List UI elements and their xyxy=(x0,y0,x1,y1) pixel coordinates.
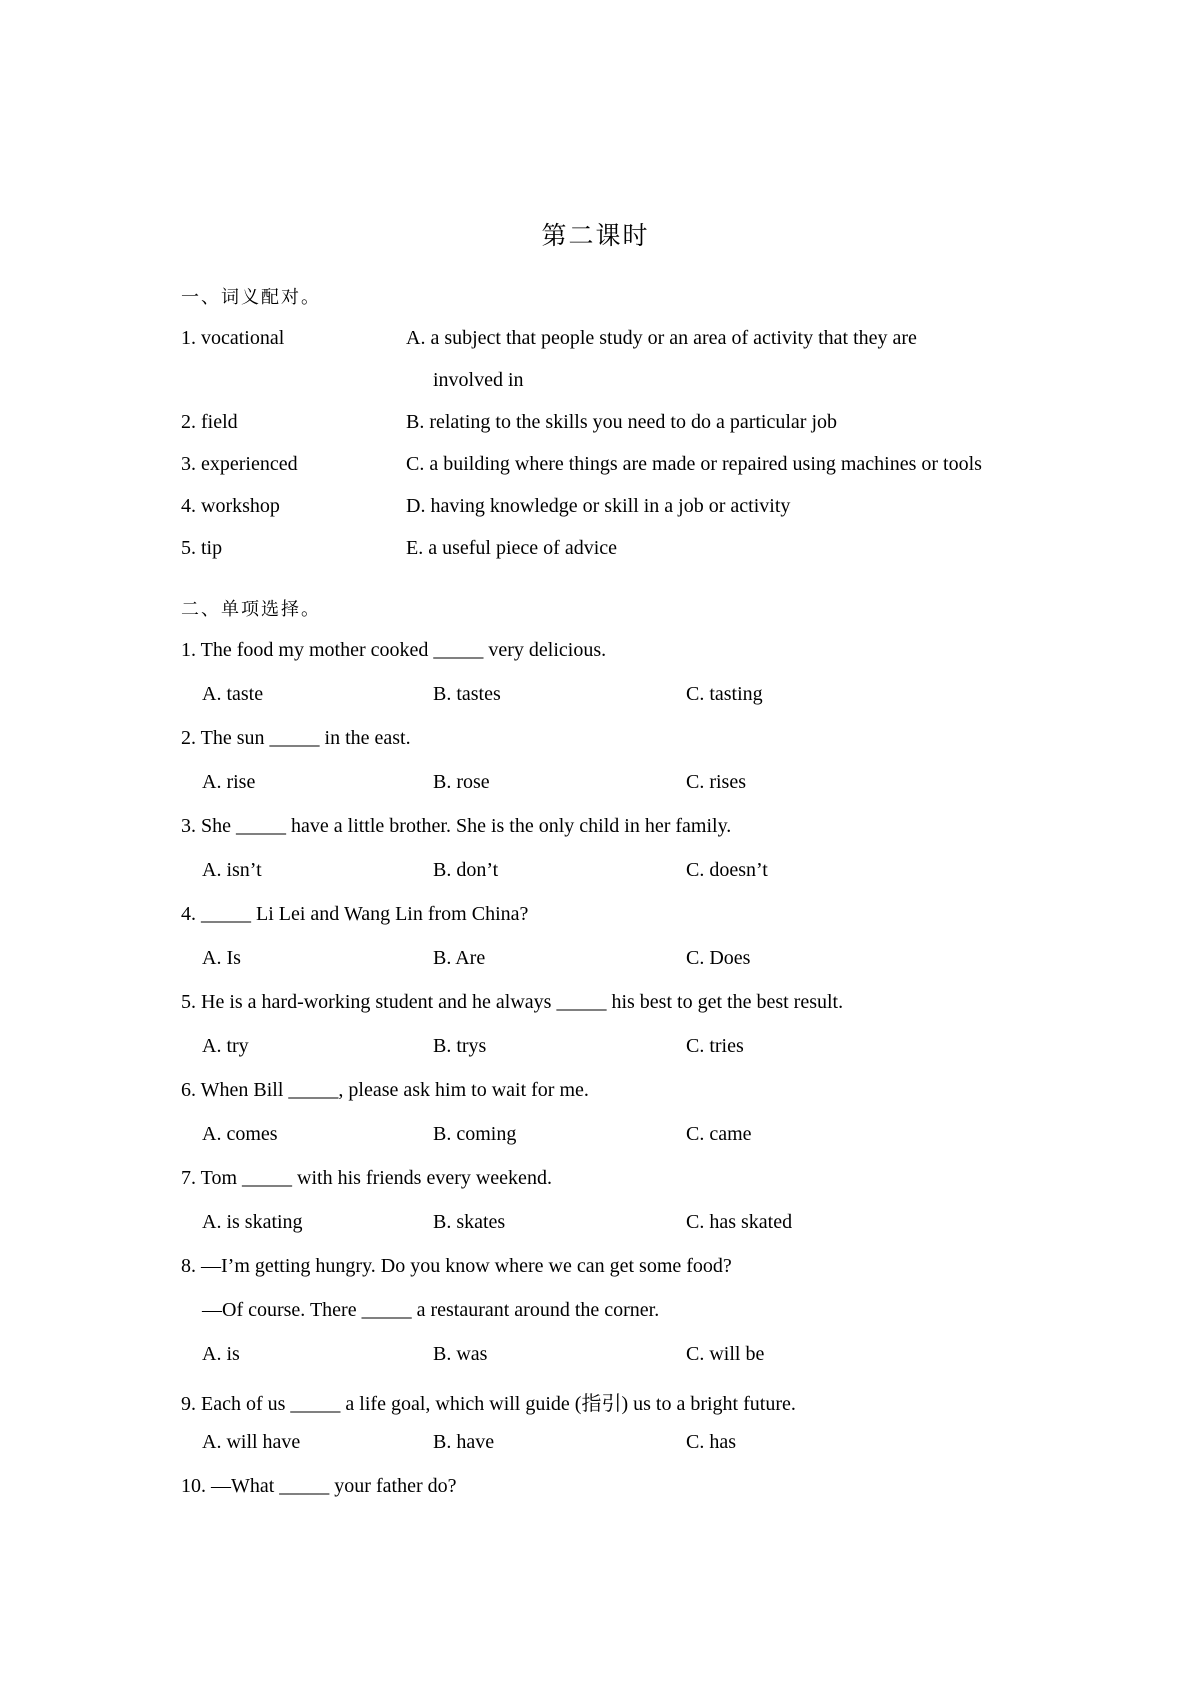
option-c: C. Does xyxy=(686,947,751,969)
option-b: B. coming xyxy=(433,1123,517,1145)
question-stem: 1. The food my mother cooked _____ very delicious. xyxy=(181,639,607,661)
option-a: A. rise xyxy=(202,771,256,793)
question-stem-reply: —Of course. There _____ a restaurant around the corner. xyxy=(202,1299,660,1321)
option-a: A. isn’t xyxy=(202,859,262,881)
option-a: A. comes xyxy=(202,1123,278,1145)
matching-definition: A. a subject that people study or an area of activity that they are xyxy=(406,327,917,349)
option-b: B. Are xyxy=(433,947,486,969)
option-c: C. tasting xyxy=(686,683,763,705)
question-stem: 5. He is a hard-working student and he always _____ his best to get the best result. xyxy=(181,991,844,1013)
option-c: C. came xyxy=(686,1123,752,1145)
matching-definition-continued: involved in xyxy=(433,369,524,391)
matching-definition: D. having knowledge or skill in a job or activity xyxy=(406,495,791,517)
option-a: A. is skating xyxy=(202,1211,303,1233)
question-stem: 8. —I’m getting hungry. Do you know where we can get some food? xyxy=(181,1255,732,1277)
option-b: B. have xyxy=(433,1431,495,1453)
option-b: B. tastes xyxy=(433,683,501,705)
question-stem: 3. She _____ have a little brother. She is the only child in her family. xyxy=(181,815,732,837)
option-a: A. Is xyxy=(202,947,241,969)
option-a: A. is xyxy=(202,1343,240,1365)
question-stem: 9. Each of us _____ a life goal, which will guide (指引) us to a bright future. xyxy=(181,1393,796,1415)
option-a: A. try xyxy=(202,1035,249,1057)
question-stem: 10. —What _____ your father do? xyxy=(181,1475,457,1497)
section-heading-choice: 二、单项选择。 xyxy=(181,599,321,620)
question-stem: 7. Tom _____ with his friends every weekend. xyxy=(181,1167,552,1189)
matching-definition: B. relating to the skills you need to do a particular job xyxy=(406,411,838,433)
matching-word: 3. experienced xyxy=(181,453,298,475)
option-b: B. skates xyxy=(433,1211,506,1233)
option-c: C. has xyxy=(686,1431,736,1453)
option-b: B. don’t xyxy=(433,859,499,881)
matching-definition: C. a building where things are made or repaired using machines or tools xyxy=(406,453,982,475)
page-title: 第二课时 xyxy=(541,221,650,250)
option-c: C. rises xyxy=(686,771,746,793)
option-a: A. will have xyxy=(202,1431,301,1453)
option-a: A. taste xyxy=(202,683,264,705)
question-stem: 6. When Bill _____, please ask him to wait for me. xyxy=(181,1079,589,1101)
matching-word: 5. tip xyxy=(181,537,223,559)
matching-word: 2. field xyxy=(181,411,238,433)
matching-definition: E. a useful piece of advice xyxy=(406,537,618,559)
option-b: B. rose xyxy=(433,771,490,793)
question-stem: 4. _____ Li Lei and Wang Lin from China? xyxy=(181,903,529,925)
option-c: C. tries xyxy=(686,1035,744,1057)
matching-word: 1. vocational xyxy=(181,327,285,349)
option-c: C. has skated xyxy=(686,1211,793,1233)
question-stem: 2. The sun _____ in the east. xyxy=(181,727,411,749)
option-c: C. will be xyxy=(686,1343,765,1365)
option-b: B. was xyxy=(433,1343,488,1365)
section-heading-matching: 一、词义配对。 xyxy=(181,287,321,308)
option-c: C. doesn’t xyxy=(686,859,768,881)
option-b: B. trys xyxy=(433,1035,487,1057)
matching-word: 4. workshop xyxy=(181,495,280,517)
